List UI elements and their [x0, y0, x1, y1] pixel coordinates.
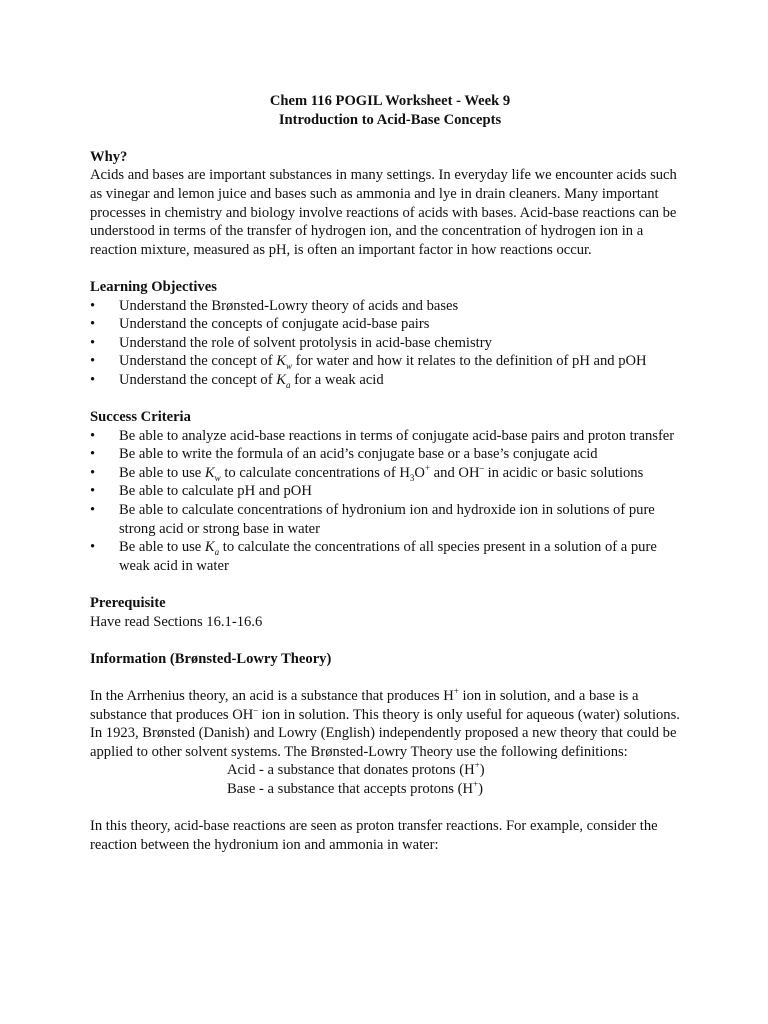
list-item: • Be able to calculate pH and pOH — [90, 483, 312, 500]
bullet-icon: • — [90, 353, 96, 370]
list-item: • Understand the Brønsted-Lowry theory of acids and bases — [90, 297, 459, 314]
prerequisite-text: Have read Sections 16.1-16.6 — [90, 613, 263, 630]
prerequisite-section — [90, 594, 690, 631]
base-definition: Base - a substance that accepts protons (H+) — [227, 779, 483, 797]
success-criteria-list — [90, 427, 690, 576]
definitions-block — [90, 761, 690, 798]
bullet-icon: • — [90, 334, 96, 351]
learning-objectives-heading: Learning Objectives — [90, 278, 217, 295]
bullet-icon: • — [90, 502, 96, 519]
list-item: • Be able to write the formula of an acid’s conjugate base or a base’s conjugate acid — [90, 446, 598, 463]
proton-transfer-paragraph: In this theory, acid-base reactions are seen as proton transfer reactions. For example, consider the reaction between the hydronium ion and ammonia in water: — [90, 818, 658, 853]
why-section — [90, 148, 690, 260]
bullet-icon: • — [90, 464, 96, 481]
document-content — [90, 92, 690, 854]
list-item: • Understand the concepts of conjugate acid-base pairs — [90, 316, 430, 333]
bullet-icon: • — [90, 427, 96, 444]
information-heading: Information (Brønsted-Lowry Theory) — [90, 650, 332, 667]
title-line-2: Introduction to Acid-Base Concepts — [278, 111, 502, 128]
list-item: • Be able to analyze acid-base reactions in terms of conjugate acid-base pairs and proton transfer — [90, 427, 675, 444]
bullet-icon: • — [90, 371, 96, 388]
arrhenius-paragraph: In the Arrhenius theory, an acid is a substance that produces H+ ion in solution, and a base is a substance that produces OH– ion in solution. This theory is only useful for aqueous (water) solutions. In 1923, Brønsted (Danish) and Lowry (English) independently proposed a new theory that could be applied to other solvent systems. The Brønsted-Lowry Theory use the following definitions: — [90, 686, 680, 760]
learning-objectives-section — [90, 278, 690, 390]
why-paragraph: Acids and bases are important substances in many settings. In everyday life we encounter acids such as vinegar and lemon juice and bases such as ammonia and lye in drain cleaners. Many important processes in chemistry and biology involve reactions of acids with bases. Acid-base reactions can be understood in terms of the transfer of hydrogen ion, and the concentration of hydrogen ion in a reaction mixture, measured as pH, is often an important factor in how reactions occur. — [90, 167, 677, 258]
bullet-icon: • — [90, 483, 96, 500]
list-item: • Be able to use $K_a$ to calculate the concentrations of all species present in a solution of a pure weak acid in water — [90, 539, 657, 574]
prerequisite-heading: Prerequisite — [90, 595, 166, 612]
list-item: • Understand the concept of $K_w$ for water and how it relates to the definition of pH and pOH — [90, 353, 647, 372]
list-item: • Understand the role of solvent protolysis in acid-base chemistry — [90, 334, 492, 351]
bullet-icon: • — [90, 539, 96, 556]
learning-objectives-list — [90, 297, 690, 390]
list-item: • Be able to use $K_w$ to calculate concentrations of $H_3O^+$ and OH– in acidic or basic solutions — [90, 463, 644, 483]
success-criteria-section — [90, 408, 690, 575]
bullet-icon: • — [90, 316, 96, 333]
bullet-icon: • — [90, 297, 96, 314]
title-line-1: Chem 116 POGIL Worksheet - Week 9 — [269, 93, 511, 109]
bullet-icon: • — [90, 446, 96, 463]
acid-definition: Acid - a substance that donates protons (H+) — [227, 760, 485, 779]
success-criteria-heading: Success Criteria — [90, 409, 191, 426]
list-item: • Understand the concept of $K_a$ for a weak acid — [90, 371, 384, 390]
list-item: • Be able to calculate concentrations of hydronium ion and hydroxide ion in solutions of pure strong acid or strong base in water — [90, 502, 655, 537]
information-section — [90, 650, 690, 855]
why-heading: Why? — [90, 148, 128, 165]
